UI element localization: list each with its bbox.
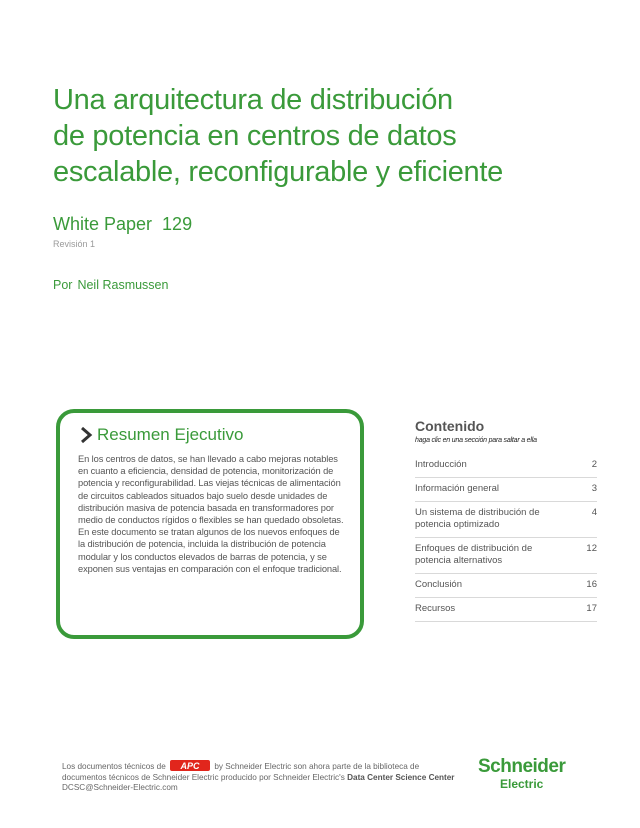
brand-sub [500, 777, 596, 791]
summary-heading-text: Resumen Ejecutivo [97, 425, 244, 444]
toc-item-label: Introducción [415, 459, 467, 470]
toc-item-label: Recursos [415, 603, 456, 614]
toc-item-recursos[interactable] [415, 598, 597, 622]
contents-subtitle: haga clic en una sección para saltar a ella [415, 437, 537, 444]
author-prefix: Por [53, 278, 73, 292]
document-title [53, 82, 613, 190]
title-line: escalable, reconfigurable y eficiente [53, 156, 503, 188]
title-line: de potencia en centros de datos [53, 120, 457, 152]
toc-item-sistema-optimizado[interactable] [415, 502, 597, 538]
apc-logo-text: APC [180, 761, 200, 771]
toc-item-label: Conclusión [415, 579, 462, 590]
toc-item-label: Un sistema de distribución de potencia optimizado [415, 507, 540, 530]
footer-note [62, 760, 462, 794]
white-paper-number: 129 [162, 214, 193, 234]
toc-item-page: 3 [591, 483, 597, 494]
contents-title: Contenido [415, 418, 485, 434]
revision-label: Revisión 1 [53, 239, 96, 249]
apc-logo [170, 760, 210, 771]
toc-item-page: 2 [591, 459, 597, 470]
footer-text-after: by Schneider Electric son ahora parte de la biblioteca de documentos técnicos de Schneider Electric producido por Schneider Electric's [62, 762, 420, 782]
toc-item-introduccion[interactable] [415, 454, 597, 478]
author-name: Neil Rasmussen [77, 278, 169, 292]
title-line: Una arquitectura de distribución [53, 84, 453, 116]
toc-item-informacion-general[interactable] [415, 478, 597, 502]
toc-list [415, 454, 597, 622]
toc-item-page: 17 [586, 603, 597, 614]
summary-text: En los centros de datos, se han llevado a cabo mejoras notables en cuanto a eficiencia, densidad de potencia, monitorización de potencia y reconfigurabilidad. Las viejas técnicas de alimentación de circuitos cableados situados bajo suelo desde unidades de distribución masiva de potencia basada en transformadores por medio de conductos rígidos o flexibles se han quedado obsoletas. En este documento se tratan algunos de los nuevos enfoques de la distribución de potencia, incluida la distribución de potencia modular y los conductos elevados de barras de potencia, y se exponen sus ventajas en comparación con el enfoque tradicional. [78, 454, 344, 574]
chevron-right-icon [78, 426, 94, 444]
brand-sub-text: Electric [500, 777, 544, 791]
toc-item-page: 12 [586, 543, 597, 554]
brand-name: Schneider [478, 756, 566, 777]
toc-item-conclusion[interactable] [415, 574, 597, 598]
author-line [53, 278, 168, 292]
toc-item-page: 4 [591, 507, 597, 518]
toc-item-page: 16 [586, 579, 597, 590]
footer-bold-text: Data Center Science Center [347, 772, 455, 782]
toc-item-enfoques-alternativos[interactable] [415, 538, 597, 574]
contents-panel [415, 418, 597, 622]
schneider-electric-logo [478, 757, 596, 793]
white-paper-text: White Paper [53, 214, 153, 234]
executive-summary-box [56, 409, 364, 639]
footer-text-before: Los documentos técnicos de [62, 762, 166, 771]
toc-item-label: Información general [415, 483, 499, 494]
white-paper-label [53, 214, 192, 235]
toc-item-label: Enfoques de distribución de potencia alternativos [415, 543, 533, 566]
summary-heading [78, 425, 344, 445]
footer-email[interactable]: DCSC@Schneider-Electric.com [62, 783, 178, 792]
